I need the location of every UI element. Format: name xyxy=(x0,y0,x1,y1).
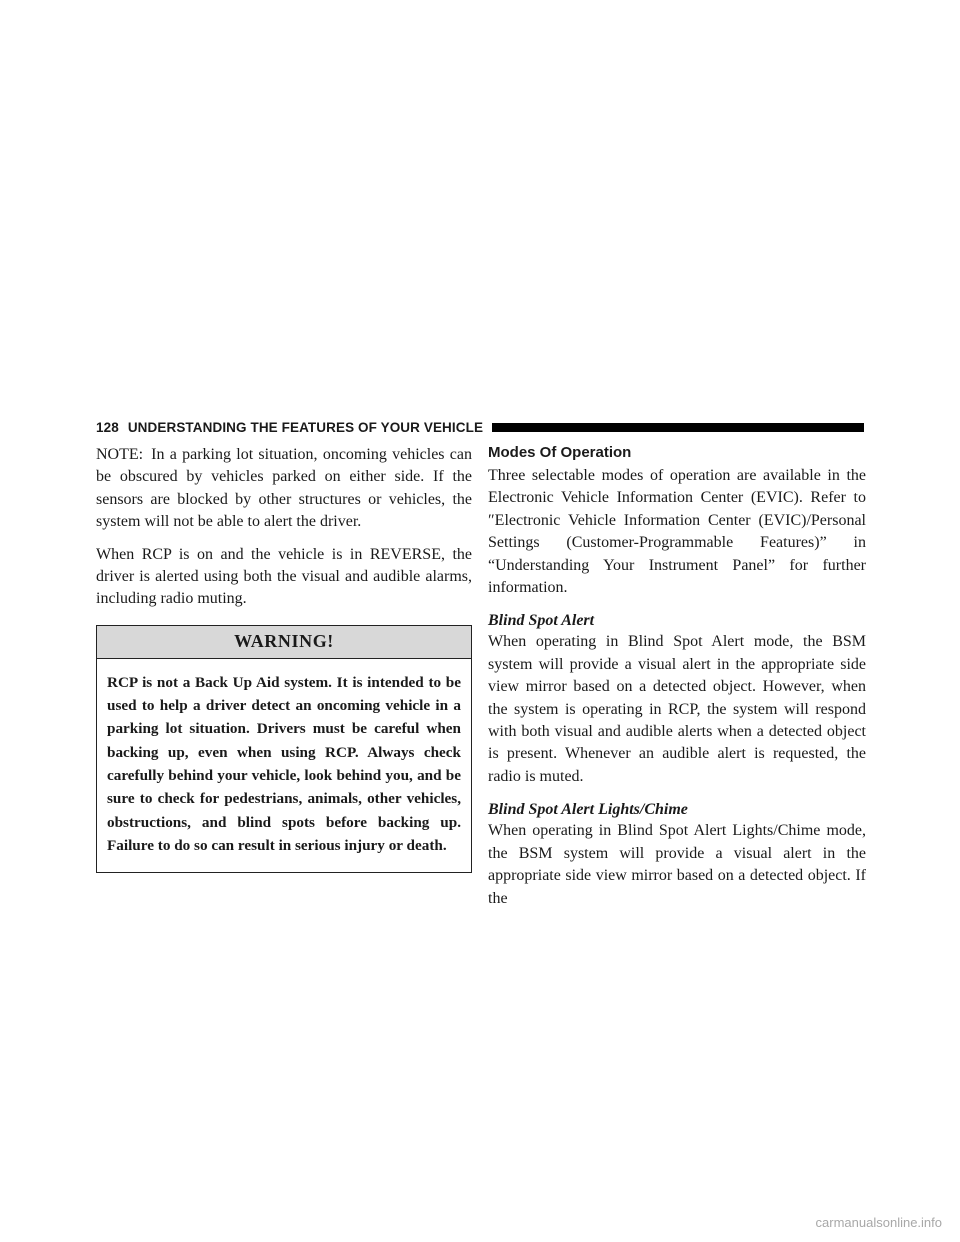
blind-spot-chime-text: When operating in Blind Spot Alert Lights/Chime mode, the BSM system will provide a visual alert in the appropriate side view mirror based on a detected object. If the xyxy=(488,822,866,907)
note-label: NOTE: xyxy=(96,446,144,463)
warning-body: RCP is not a Back Up Aid system. It is intended to be used to help a driver detect an oncoming vehicle in a parking lot situation. Drivers must be careful when backing up, even when using RCP. Always check carefully behind your vehicle, look behind you, and be sure to check for pedestrians, animals, other vehicles, obstructions, and blind spots before backing up. Failure to do so can result in serious injury or death. xyxy=(107,673,461,854)
page-number: 128 xyxy=(96,419,119,435)
warning-box xyxy=(96,625,472,873)
modes-intro: Three selectable modes of operation are available in the Electronic Vehicle Information Center (EVIC). Refer to ″Electronic Vehicle Information Center (EVIC)/Personal Settings (Customer-Programmable Features)” in “Understanding Your Instrument Panel” for further information. xyxy=(488,467,866,597)
page-header xyxy=(96,417,864,437)
blind-spot-chime-heading: Blind Spot Alert Lights/Chime xyxy=(488,801,688,819)
warning-title: WARNING! xyxy=(97,626,471,659)
section-title: UNDERSTANDING THE FEATURES OF YOUR VEHICLE xyxy=(127,419,484,435)
watermark: carmanualsonline.info xyxy=(815,1215,942,1230)
note-text: In a parking lot situation, oncoming vehicles can be obscured by vehicles parked on either side. If the sensors are blocked by other structures or vehicles, the system will not be able to alert the driver. xyxy=(96,446,472,531)
note-paragraph xyxy=(96,444,472,534)
header-rule xyxy=(492,423,864,432)
right-column xyxy=(488,444,866,910)
blind-spot-alert-text: When operating in Blind Spot Alert mode, the BSM system will provide a visual alert in the appropriate side view mirror based on a detected object. However, when the system is operating in RCP, the system will respond with both visual and audible alerts when a detected object is present. Whenever an audible alert is requested, the radio is muted. xyxy=(488,633,866,785)
blind-spot-alert-heading: Blind Spot Alert xyxy=(488,612,595,630)
modes-heading: Modes Of Operation xyxy=(488,444,632,461)
left-column xyxy=(96,444,472,873)
rcp-reverse-paragraph: When RCP is on and the vehicle is in REVERSE, the driver is alerted using both the visual and audible alarms, including radio muting. xyxy=(96,545,472,608)
